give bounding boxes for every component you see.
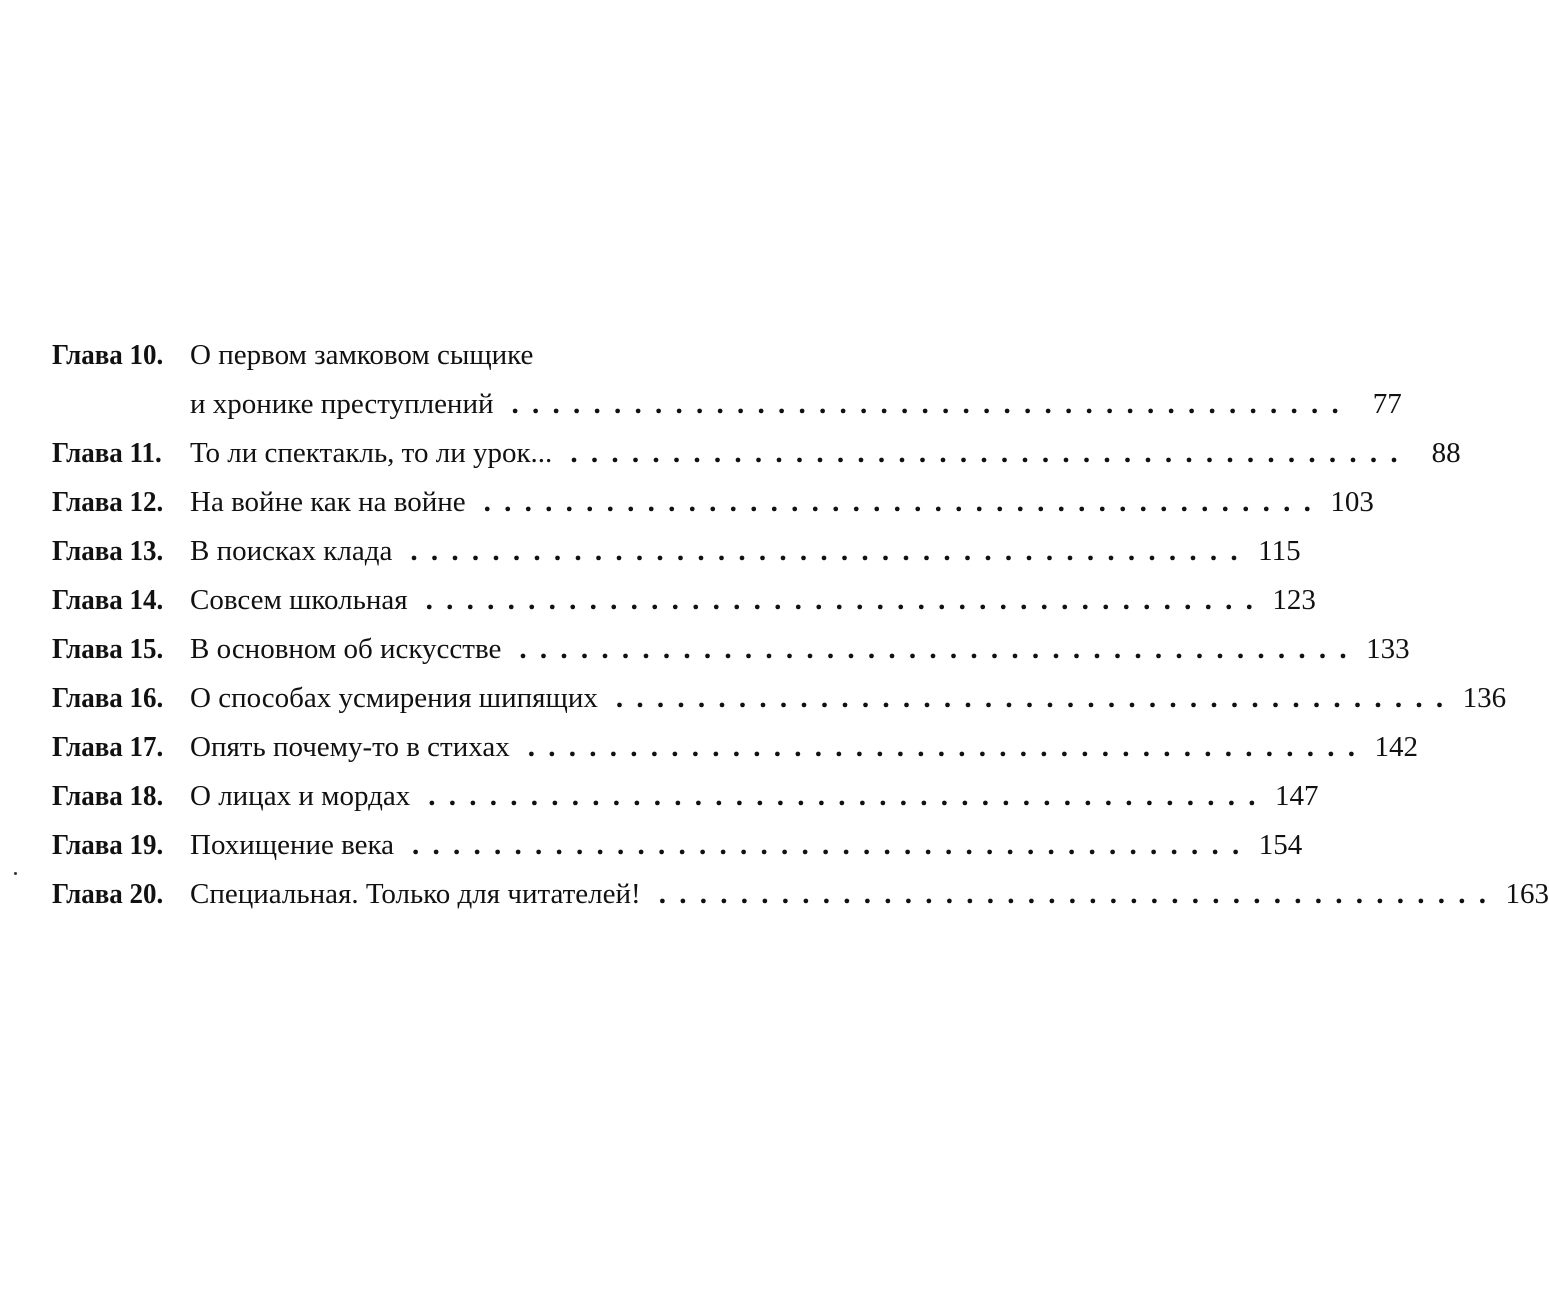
scan-speck bbox=[14, 872, 17, 875]
chapter-label: Глава 15. bbox=[52, 633, 164, 665]
dot-leader: . . . . . . . . . . . . . . . . . . . . . . . . . . . . . . . . . . . . . . . . . bbox=[527, 731, 1358, 763]
chapter-title: В основном об искусстве bbox=[190, 633, 502, 665]
chapter-label: Глава 12. bbox=[52, 486, 164, 518]
toc-title-line bbox=[190, 870, 1549, 919]
chapter-title: На войне как на войне bbox=[190, 486, 466, 518]
chapter-title: Совсем школьная bbox=[190, 584, 408, 616]
toc-title-line bbox=[190, 674, 1507, 723]
toc-entry-19 bbox=[52, 821, 1303, 870]
chapter-title: О способах усмирения шипящих bbox=[190, 682, 598, 714]
toc-title-line bbox=[190, 772, 1319, 821]
toc-entry-12 bbox=[52, 478, 1374, 527]
toc-title-line bbox=[190, 331, 862, 380]
toc-title-line bbox=[190, 380, 1402, 429]
page-number: 147 bbox=[1274, 780, 1319, 812]
dot-leader: . . . . . . . . . . . . . . . . . . . . . . . . . . . . . . . . . . . . . . . . . bbox=[412, 829, 1243, 861]
page-number: 154 bbox=[1258, 829, 1303, 861]
page-number: 103 bbox=[1330, 486, 1374, 518]
toc-title-line bbox=[190, 527, 1301, 576]
toc-title-line bbox=[190, 625, 1410, 674]
chapter-title: То ли спектакль, то ли урок... bbox=[190, 437, 553, 469]
toc-entry-10-continued bbox=[52, 380, 1402, 429]
chapter-label: Глава 18. bbox=[52, 780, 164, 812]
toc-title-line bbox=[190, 723, 1418, 772]
toc-entry-14 bbox=[52, 576, 1316, 625]
dot-leader: . . . . . . . . . . . . . . . . . . . . . . . . . . . . . . . . . . . . . . . . . bbox=[570, 437, 1401, 469]
page-number: 88 bbox=[1431, 437, 1461, 469]
page-number: 123 bbox=[1272, 584, 1316, 616]
page-number: 133 bbox=[1366, 633, 1410, 665]
dot-leader: . . . . . . . . . . . . . . . . . . . . . . . . . . . . . . . . . . . . . . . . . bbox=[425, 584, 1256, 616]
chapter-label: Глава 16. bbox=[52, 682, 164, 714]
dot-leader: . . . . . . . . . . . . . . . . . . . . . . . . . . . . . . . . . . . . . . . . . bbox=[511, 388, 1342, 420]
toc-title-line bbox=[190, 478, 1374, 527]
toc-entry-17 bbox=[52, 723, 1418, 772]
chapter-title: О лицах и мордах bbox=[190, 780, 411, 812]
chapter-title: В поисках клада bbox=[190, 535, 393, 567]
dot-leader: . . . . . . . . . . . . . . . . . . . . . . . . . . . . . . . . . . . . . . . . . bbox=[410, 535, 1241, 567]
toc-entry-11 bbox=[52, 429, 1461, 478]
chapter-title: Похищение века bbox=[190, 829, 395, 861]
chapter-label: Глава 14. bbox=[52, 584, 164, 616]
toc-entry-20 bbox=[52, 870, 1549, 919]
chapter-label: Глава 11. bbox=[52, 437, 162, 469]
dot-leader: . . . . . . . . . . . . . . . . . . . . . . . . . . . . . . . . . . . . . . . . . bbox=[519, 633, 1350, 665]
page-number: 142 bbox=[1374, 731, 1418, 763]
page-number: 136 bbox=[1462, 682, 1507, 714]
toc-entry-10 bbox=[52, 331, 862, 380]
chapter-label: Глава 17. bbox=[52, 731, 164, 763]
chapter-title: Опять почему-то в стихах bbox=[190, 731, 510, 763]
chapter-label: Глава 13. bbox=[52, 535, 164, 567]
page-number: 77 bbox=[1372, 388, 1402, 420]
toc-entry-13 bbox=[52, 527, 1301, 576]
table-of-contents bbox=[52, 331, 1549, 919]
page-number: 115 bbox=[1258, 535, 1301, 567]
dot-leader: . . . . . . . . . . . . . . . . . . . . . . . . . . . . . . . . . . . . . . . . . bbox=[615, 682, 1447, 714]
toc-title-line bbox=[190, 821, 1303, 870]
toc-entry-18 bbox=[52, 772, 1319, 821]
chapter-label: Глава 20. bbox=[52, 878, 164, 910]
chapter-title: Специальная. Только для читателей! bbox=[190, 878, 641, 910]
toc-entry-15 bbox=[52, 625, 1410, 674]
dot-leader: . . . . . . . . . . . . . . . . . . . . . . . . . . . . . . . . . . . . . . . . . bbox=[658, 878, 1489, 910]
dot-leader: . . . . . . . . . . . . . . . . . . . . . . . . . . . . . . . . . . . . . . . . . bbox=[483, 486, 1314, 518]
toc-title-line bbox=[190, 429, 1461, 478]
chapter-label: Глава 19. bbox=[52, 829, 164, 861]
toc-title-line bbox=[190, 576, 1316, 625]
toc-entry-16 bbox=[52, 674, 1507, 723]
chapter-title-line-1: О первом замковом сыщике bbox=[190, 339, 534, 371]
chapter-title-line-2: и хронике преступлений bbox=[190, 388, 494, 420]
chapter-label: Глава 10. bbox=[52, 339, 164, 371]
page-number: 163 bbox=[1505, 878, 1549, 910]
dot-leader: . . . . . . . . . . . . . . . . . . . . . . . . . . . . . . . . . . . . . . . . . bbox=[428, 780, 1259, 812]
